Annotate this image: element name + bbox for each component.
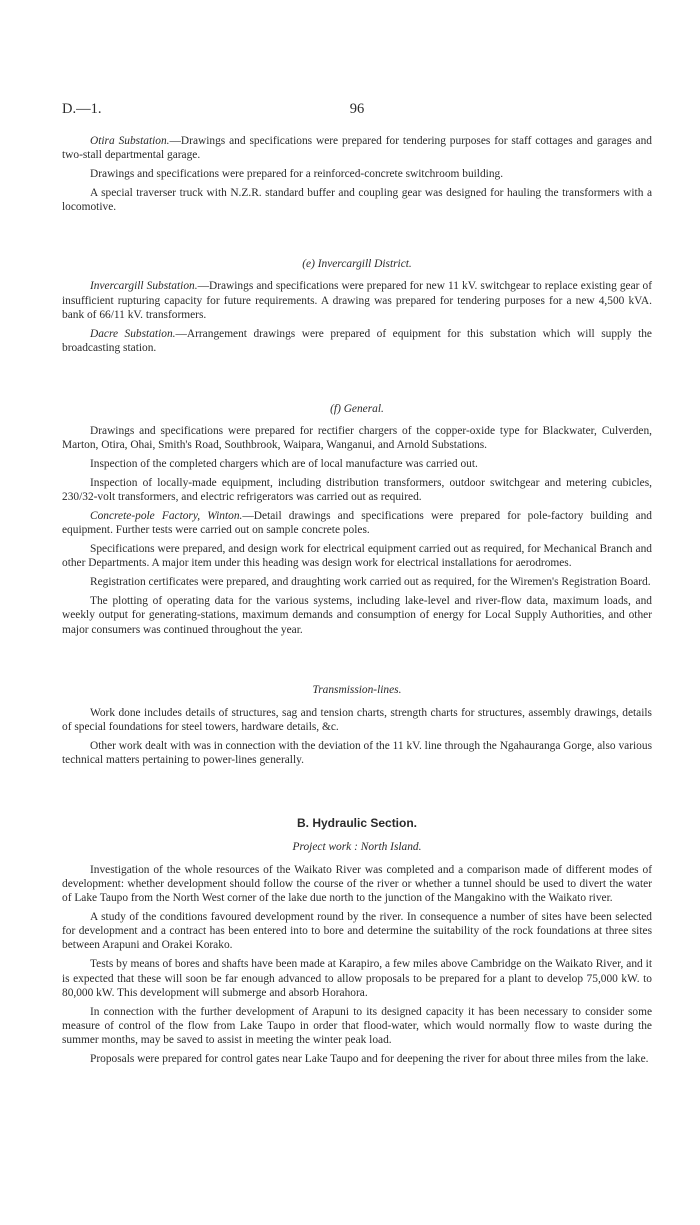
page-number: 96 bbox=[349, 101, 365, 117]
paragraph: A study of the conditions favoured development round by the river. In consequence a number of sites have been selected for development and a contract has been entered into to bore and determine the suitability of the rock foundations at three sites between Arapuni and Orakei Korako. bbox=[62, 910, 652, 952]
page-header bbox=[62, 101, 652, 121]
section-heading: Transmission-lines. bbox=[312, 684, 402, 697]
paragraph: The plotting of operating data for the various systems, including lake-level and river-flow data, maximum loads, and weekly output for generating-stations, maximum demands and consumption of energy for Local Supply Authorities, and other major consumers was continued throughout the year. bbox=[62, 595, 652, 636]
document-body bbox=[62, 134, 652, 1071]
paragraph: Otira Substation.—Drawings and specifications were prepared for tendering purposes for staff cottages and garages and two-stall departmental garage. bbox=[62, 135, 652, 162]
paragraph: Proposals were prepared for control gates near Lake Taupo and for deepening the river for about three miles from the lake. bbox=[90, 1053, 649, 1066]
section-heading: (f) General. bbox=[330, 402, 384, 415]
paragraph: Concrete-pole Factory, Winton.—Detail drawings and specifications were prepared for pole-factory building and equipment. Further tests were carried out on sample concrete poles. bbox=[62, 510, 652, 537]
paragraph: A special traverser truck with N.Z.R. standard buffer and coupling gear was designed for hauling the transformers with a locomotive. bbox=[62, 186, 652, 214]
paragraph: Specifications were prepared, and design work for electrical equipment carried out as required, for Mechanical Branch and other Departments. A major item under this heading was design work for electrical installations for aerodromes. bbox=[62, 543, 652, 570]
paragraph: Investigation of the whole resources of the Waikato River was completed and a comparison made of different modes of development: whether development should follow the course of the river or whether a tunnel should be used to divert the water of Lake Taupo from the North West corner of the lake due north to the junction of the Mangakino with the Waikato river. bbox=[62, 863, 652, 905]
section-title: B. Hydraulic Section. bbox=[296, 815, 418, 830]
document-code: D.—1. bbox=[62, 101, 102, 117]
paragraph: Work done includes details of structures, sag and tension charts, strength charts for structures, assembly drawings, details of special foundations for steel towers, hardware details, &c. bbox=[62, 706, 652, 734]
paragraph: Other work dealt with was in connection with the deviation of the 11 kV. line through the Ngahauranga Gorge, also various technical matters pertaining to power-lines generally. bbox=[62, 739, 652, 767]
section-heading: Project work : North Island. bbox=[292, 841, 422, 854]
paragraph: Dacre Substation.—Arrangement drawings were prepared of equipment for this substation which will supply the broadcasting station. bbox=[62, 327, 652, 354]
section-heading: (e) Invercargill District. bbox=[302, 257, 412, 270]
paragraph-lead: Invercargill Substation. bbox=[90, 280, 198, 293]
paragraph: Drawings and specifications were prepared for a reinforced-concrete switchroom building. bbox=[90, 168, 504, 181]
paragraph-lead: Otira Substation. bbox=[90, 135, 170, 147]
paragraph-lead: Concrete-pole Factory, Winton. bbox=[90, 510, 243, 523]
paragraph-lead: Dacre Substation. bbox=[90, 327, 176, 340]
paragraph: Invercargill Substation.—Drawings and specifications were prepared for new 11 kV. switchgear to replace existing gear of insufficient rupturing capacity for future requirements. A drawing was prepared for tendering purposes for a new 4,500 kVA. bank of 66/11 kV. transformers. bbox=[62, 280, 652, 321]
paragraph: Drawings and specifications were prepared for rectifier chargers of the copper-oxide type for Blackwater, Culverden, Marton, Otira, Ohai, Smith's Road, Southbrook, Waipara, Wanganui, and Arnold Substations. bbox=[62, 425, 652, 452]
paragraph: Inspection of the completed chargers which are of local manufacture was carried out. bbox=[90, 458, 478, 471]
paragraph: Inspection of locally-made equipment, including distribution transformers, outdoor switchgear and metering cubicles, 230/32-volt transformers, and electric refrigerators was carried out as required. bbox=[62, 476, 652, 504]
paragraph: Registration certificates were prepared, and draughting work carried out as required, for the Wiremen's Registration Board. bbox=[90, 576, 651, 589]
paragraph: In connection with the further development of Arapuni to its designed capacity it has been necessary to consider some measure of control of the flow from Lake Taupo in order that flood-water, which would normally flow to waste during the summer months, may be saved to assist in meeting the winter peak load. bbox=[62, 1005, 652, 1047]
paragraph: Tests by means of bores and shafts have been made at Karapiro, a few miles above Cambridge on the Waikato River, and it is expected that these will soon be far enough advanced to allow proposals to be prepared for a plant to develop 75,000 kW. to 80,000 kW. This development will submerge and absorb Horahora. bbox=[62, 958, 652, 999]
